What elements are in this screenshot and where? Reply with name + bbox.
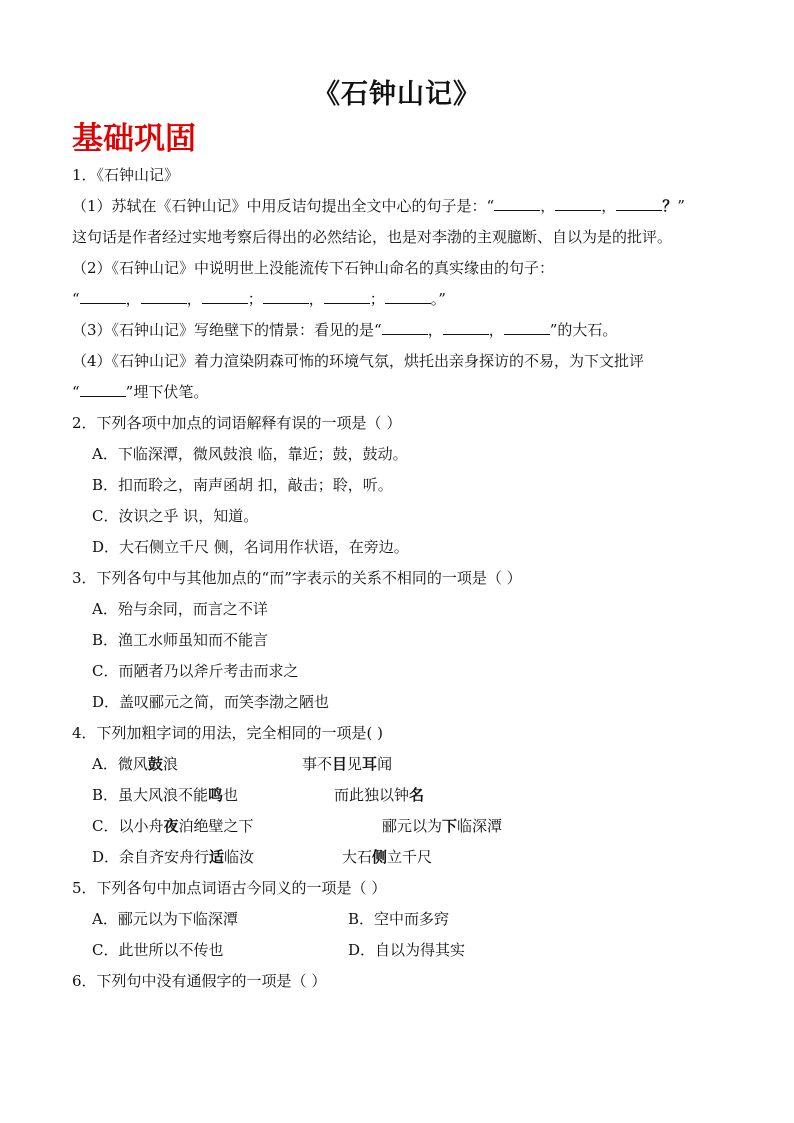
- blank[interactable]: [385, 289, 431, 304]
- bold-word: 适: [209, 848, 225, 866]
- text: 大石: [342, 848, 373, 866]
- text: 临深潭: [457, 817, 503, 835]
- text: 而此独以钟: [334, 786, 410, 804]
- text: B．虽大风浪不能: [92, 786, 209, 804]
- q1-part2: （2）《石钟山记》中说明世上没能流传下石钟山命名的真实缘由的句子：: [72, 259, 555, 277]
- text: 临汝: [224, 848, 255, 866]
- blank[interactable]: [494, 196, 540, 211]
- bold-word: 目: [332, 755, 348, 773]
- blank[interactable]: [324, 289, 370, 304]
- q5-options-row1: [72, 904, 732, 935]
- bold-word: 耳: [362, 755, 378, 773]
- blank[interactable]: [616, 196, 662, 211]
- q6-stem: 6．下列句中没有通假字的一项是（ ）: [72, 972, 327, 990]
- q2-option-b[interactable]: B．扣而聆之，南声函胡 扣，敲击；聆，听。: [92, 476, 393, 494]
- blank[interactable]: [202, 289, 248, 304]
- q1-part4: （4）《石钟山记》着力渲染阴森可怖的环境气氛，烘托出亲身探访的不易，为下文批评: [72, 352, 645, 370]
- text: 泊绝壁之下: [178, 817, 254, 835]
- bold-word: 名: [409, 786, 425, 804]
- blank[interactable]: [80, 289, 126, 304]
- blank[interactable]: [141, 289, 187, 304]
- blank[interactable]: [263, 289, 309, 304]
- q1-part1: （1）苏轼在《石钟山记》中用反诘句提出全文中心的句子是：“ ， ， ？”: [72, 197, 685, 215]
- question-list: [72, 160, 732, 997]
- q3-option-c[interactable]: C．而陋者乃以斧斤考击而求之: [92, 662, 299, 680]
- q1-part3-end: ”的大石。: [549, 321, 618, 339]
- q4-option-b-pair: [334, 780, 424, 811]
- q2-option-a[interactable]: A．下临深潭，微风鼓浪 临，靠近；鼓，鼓动。: [92, 445, 408, 463]
- q1-part4-blank: “ ”埋下伏笔。: [72, 383, 209, 401]
- blank[interactable]: [504, 320, 550, 335]
- text: 浪: [162, 755, 178, 773]
- text: 郦元以为: [382, 817, 443, 835]
- page-title: 《石钟山记》: [313, 79, 481, 110]
- q1-heading: 1．《石钟山记》: [72, 166, 180, 184]
- text: 事不: [302, 755, 333, 773]
- bold-word: 夜: [163, 817, 179, 835]
- q4-option-a-pair: [302, 749, 392, 780]
- blank[interactable]: [443, 320, 489, 335]
- text: 也: [223, 786, 239, 804]
- text: 立千尺: [387, 848, 433, 866]
- q5-option-d[interactable]: D．自以为得其实: [348, 941, 466, 959]
- q5-option-b[interactable]: B．空中而多窍: [348, 910, 450, 928]
- text: A．微风: [92, 755, 148, 773]
- q1-part3-text: （3）《石钟山记》写绝壁下的情景：看见的是“: [72, 321, 382, 339]
- q1-part1-text: （1）苏轼在《石钟山记》中用反诘句提出全文中心的句子是：“: [72, 197, 495, 215]
- q4-option-c[interactable]: [72, 811, 732, 842]
- q5-options-row2: [72, 935, 732, 966]
- q1-part4-end: ”埋下伏笔。: [125, 383, 209, 401]
- q3-option-a[interactable]: A．殆与余同，而言之不详: [92, 600, 268, 618]
- q5-option-c[interactable]: C．此世所以不传也: [92, 941, 224, 959]
- text: C．以小舟: [92, 817, 164, 835]
- q4-option-d[interactable]: [72, 842, 732, 873]
- q1-part1-comment: 这句话是作者经过实地考察后得出的必然结论，也是对李渤的主观臆断、自以为是的批评。: [72, 228, 673, 246]
- blank[interactable]: [382, 320, 428, 335]
- q5-stem: 5．下列各句中加点词语古今同义的一项是（ ）: [72, 879, 387, 897]
- bold-word: 鼓: [147, 755, 163, 773]
- blank[interactable]: [80, 382, 126, 397]
- q3-option-d[interactable]: D．盖叹郦元之简，而笑李渤之陋也: [92, 693, 330, 711]
- bold-word: 侧: [372, 848, 388, 866]
- q3-stem: 3．下列各句中与其他加点的“而”字表示的关系不相同的一项是（ ）: [72, 569, 522, 587]
- q4-stem: 4．下列加粗字词的用法，完全相同的一项是( ): [72, 724, 384, 742]
- q3-option-b[interactable]: B．渔工水师虽知而不能言: [92, 631, 269, 649]
- q2-option-d[interactable]: D．大石侧立千尺 侧，名词用作状语，在旁边。: [92, 538, 409, 556]
- q4-option-a[interactable]: [72, 749, 732, 780]
- q1-part3: （3）《石钟山记》写绝壁下的情景：看见的是“ ， ， ”的大石。: [72, 321, 618, 339]
- bold-word: 下: [442, 817, 458, 835]
- q2-option-c[interactable]: C．汝识之乎 识，知道。: [92, 507, 259, 525]
- q4-option-b[interactable]: [72, 780, 732, 811]
- q4-option-d-pair: [342, 842, 432, 873]
- q2-stem: 2．下列各项中加点的词语解释有误的一项是（ ）: [72, 414, 402, 432]
- text: 闻: [377, 755, 393, 773]
- q4-option-c-pair: [382, 811, 502, 842]
- q5-option-a[interactable]: A．郦元以为下临深潭: [92, 910, 238, 928]
- q1-part2-blanks: “ ， ， ； ， ； 。”: [72, 290, 446, 308]
- section-heading: 基础巩固: [72, 121, 196, 157]
- bold-word: 鸣: [208, 786, 224, 804]
- text: D．余自齐安舟行: [92, 848, 210, 866]
- text: 见: [347, 755, 363, 773]
- blank[interactable]: [555, 196, 601, 211]
